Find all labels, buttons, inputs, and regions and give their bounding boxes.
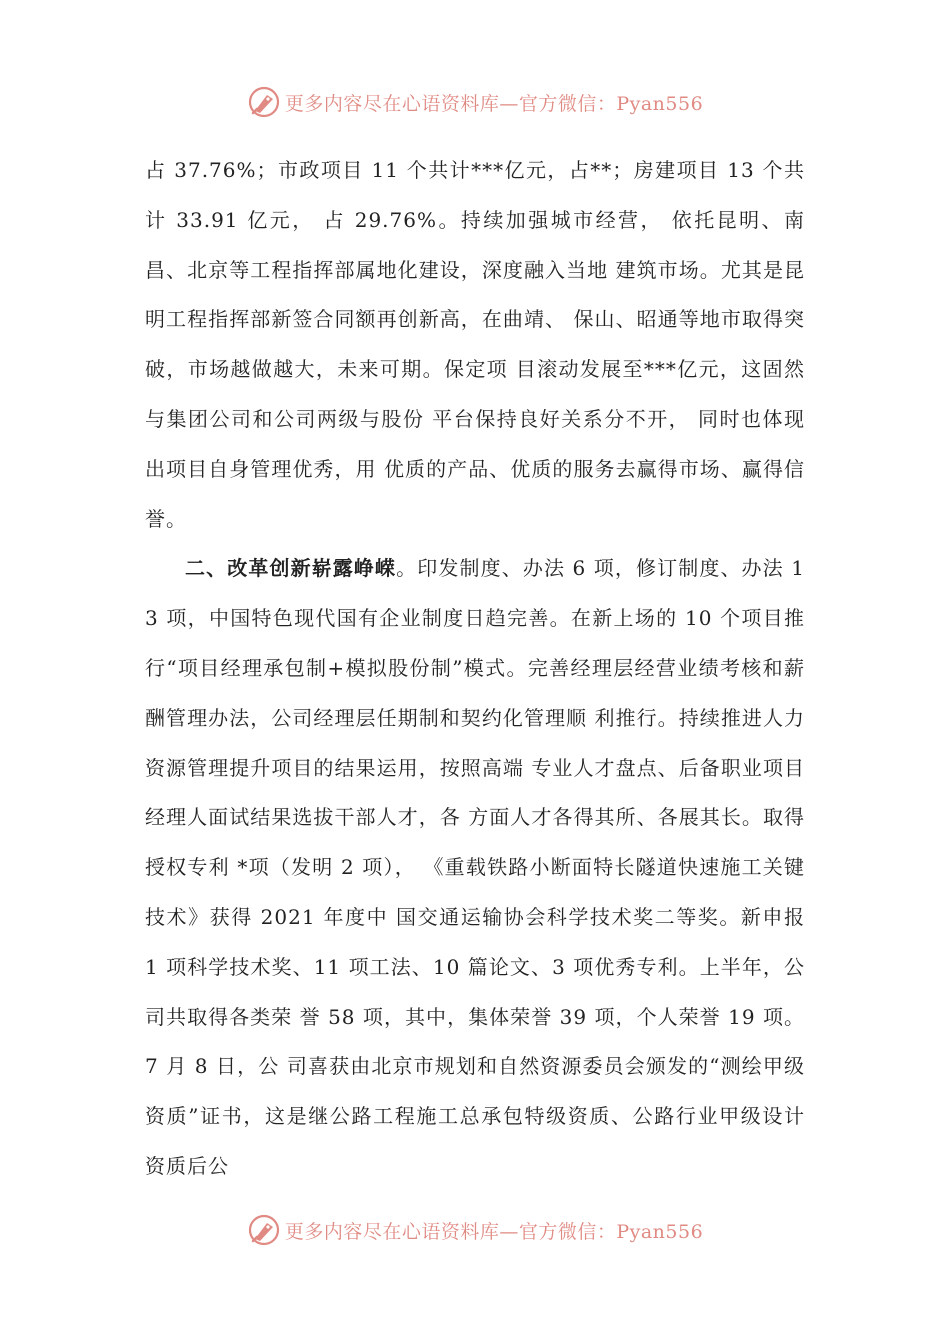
watermark-text: 更多内容尽在心语资料库—官方微信：Pyan556	[284, 92, 704, 115]
document-body	[145, 146, 805, 1192]
watermark-text: 更多内容尽在心语资料库—官方微信：Pyan556	[284, 1220, 704, 1243]
header-watermark-banner	[0, 82, 950, 122]
pen-nib-icon	[247, 1213, 281, 1247]
paragraph-1: 占 37.76%；市政项目 11 个共计***亿元，占**；房建项目 13 个共计 33.91 亿元， 占 29.76%。持续加强城市经营， 依托昆明、南昌、北京等工程指挥部属地化建设，深度融入当地 建筑市场。尤其是昆明工程指挥部新签合同额再创新高，在曲靖、 保山、昭通等地市取得突破，市场越做越大，未来可期。保定项 目滚动发展至***亿元，这固然与集团公司和公司两级与股份 平台保持良好关系分不开， 同时也体现出项目自身管理优秀，用 优质的产品、优质的服务去赢得市场、赢得信誉。	[145, 158, 805, 531]
paragraph-2-text: 。印发制度、办法 6 项，修订制度、办法 13 项，中国特色现代国有企业制度日趋完善。在新上场的 10 个项目推行“项目经理承包制+模拟股份制”模式。完善经理层经营业绩考核和薪酬管理办法，公司经理层任期制和契约化管理顺 利推行。持续推进人力资源管理提升项目的结果运用，按照高端 专业人才盘点、后备职业项目经理人面试结果选拔干部人才，各 方面人才各得其所、各展其长。取得授权专利 *项（发明 2 项）， 《重载铁路小断面特长隧道快速施工关键技术》获得 2021 年度中 国交通运输协会科学技术奖二等奖。新申报 1 项科学技术奖、11 项工法、10 篇论文、3 项优秀专利。上半年，公司共取得各类荣 誉 58 项，其中，集体荣誉 39 项，个人荣誉 19 项。7 月 8 日，公 司喜获由北京市规划和自然资源委员会颁发的“测绘甲级资质”证书，这是继公路工程施工总承包特级资质、公路行业甲级设计 资质后公	[145, 556, 805, 1178]
section-heading: 二、改革创新崭露峥嵘	[185, 556, 397, 581]
paragraph-2	[145, 544, 805, 1191]
pen-nib-icon	[247, 85, 281, 119]
footer-watermark-banner	[0, 1210, 950, 1250]
